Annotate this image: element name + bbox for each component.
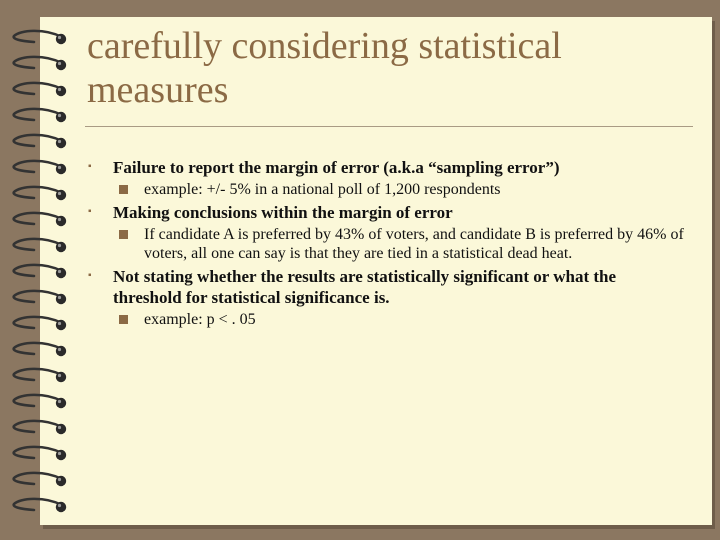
- spiral-ring-icon: [14, 239, 67, 252]
- title-divider: [85, 126, 693, 127]
- spiral-ring-icon: [14, 135, 67, 148]
- spiral-ring-icon: [14, 109, 67, 122]
- bullet-text: Not stating whether the results are statistically significant or what the threshold for statistical significance is.: [113, 267, 617, 307]
- spiral-ring-icon: [14, 57, 67, 70]
- bullet-square-icon: ▪: [88, 161, 92, 172]
- bullet-list: [83, 157, 688, 332]
- sub-bullet-list: [113, 310, 688, 329]
- spiral-ring-icon: [14, 395, 67, 408]
- sub-bullet-text: example: +/- 5% in a national poll of 1,200 respondents: [144, 181, 501, 198]
- sub-bullet-item: [113, 310, 688, 329]
- sub-bullet-text: If candidate A is preferred by 43% of voters, and candidate B is preferred by 46% of voters, all one can say is that they are tied in a statistical dead heat.: [144, 226, 684, 262]
- bullet-item-1: [83, 157, 688, 199]
- spiral-ring-icon: [14, 31, 67, 44]
- spiral-ring-icon: [14, 265, 67, 278]
- spiral-ring-icon: [14, 187, 67, 200]
- bullet-square-icon: ▪: [88, 206, 92, 217]
- slide-title: carefully considering statistical measures: [87, 25, 562, 112]
- spiral-ring-icon: [14, 317, 67, 330]
- sub-bullet-text: example: p < . 05: [144, 311, 256, 328]
- bullet-square-icon: ▪: [88, 270, 92, 281]
- spiral-ring-icon: [14, 213, 67, 226]
- sub-bullet-list: [113, 225, 688, 263]
- sub-bullet-list: [113, 180, 688, 199]
- spiral-ring-icon: [14, 499, 67, 512]
- sub-bullet-square-icon: [119, 230, 128, 239]
- spiral-binding: [0, 0, 80, 540]
- spiral-ring-icon: [14, 343, 67, 356]
- sub-bullet-square-icon: [119, 185, 128, 194]
- spiral-ring-icon: [14, 291, 67, 304]
- spiral-ring-icon: [14, 447, 67, 460]
- bullet-item-2: [83, 202, 688, 263]
- spiral-ring-icon: [14, 473, 67, 486]
- spiral-ring-icon: [14, 161, 67, 174]
- spiral-ring-icon: [14, 421, 67, 434]
- bullet-text: Making conclusions within the margin of error: [113, 203, 453, 222]
- bullet-text: Failure to report the margin of error (a.k.a “sampling error”): [113, 158, 560, 177]
- spiral-ring-icon: [14, 83, 67, 96]
- bullet-item-3: [83, 266, 688, 329]
- sub-bullet-item: [113, 225, 688, 263]
- sub-bullet-square-icon: [119, 315, 128, 324]
- sub-bullet-item: [113, 180, 688, 199]
- spiral-ring-icon: [14, 369, 67, 382]
